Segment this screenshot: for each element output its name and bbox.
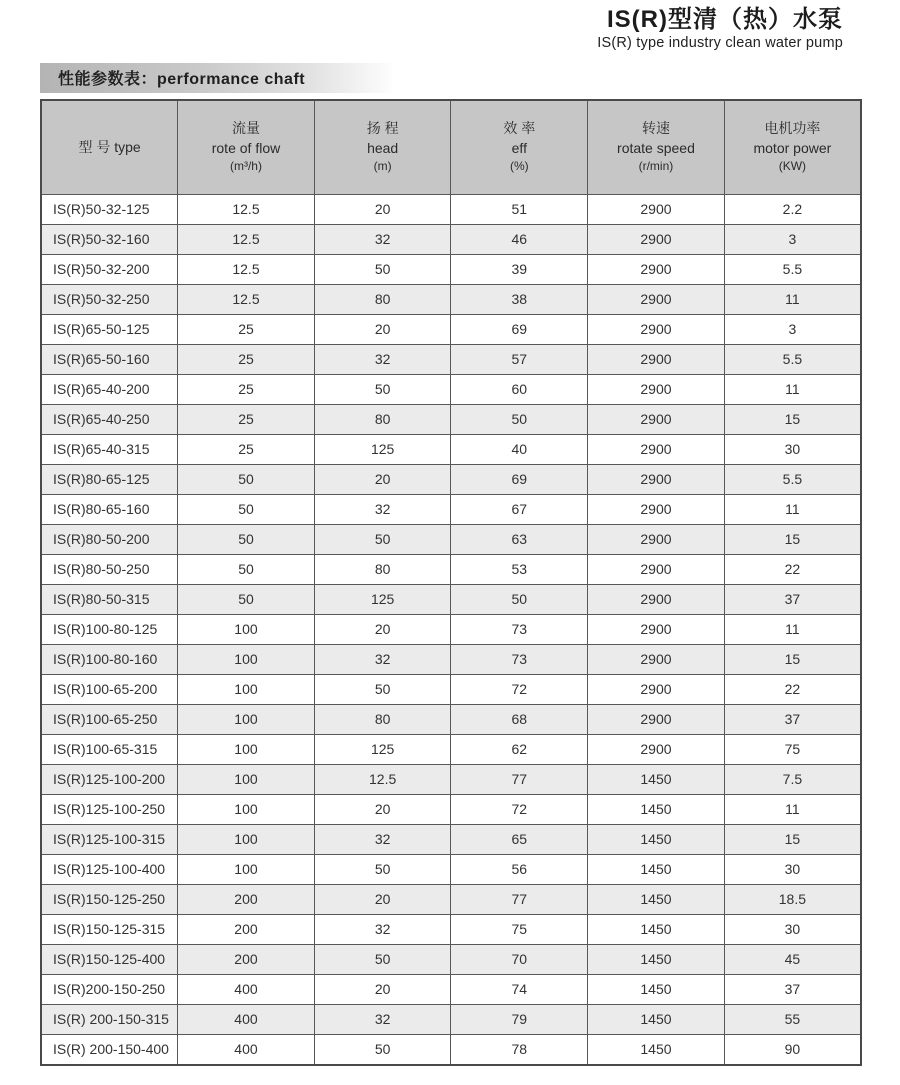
cell-flow: 200 (178, 914, 315, 944)
cell-flow: 100 (178, 764, 315, 794)
cell-type: IS(R)125-100-400 (41, 854, 178, 884)
cell-eff: 73 (451, 644, 588, 674)
cell-flow: 25 (178, 404, 315, 434)
cell-eff: 78 (451, 1034, 588, 1065)
cell-head: 80 (314, 704, 451, 734)
cell-type: IS(R)80-50-200 (41, 524, 178, 554)
table-row (41, 434, 861, 464)
table-row (41, 404, 861, 434)
column-header-speed (588, 100, 725, 195)
cell-eff: 68 (451, 704, 588, 734)
table-row (41, 224, 861, 254)
table-row (41, 674, 861, 704)
cell-speed: 2900 (588, 194, 725, 224)
table-row (41, 764, 861, 794)
cell-head: 20 (314, 884, 451, 914)
cell-head: 50 (314, 524, 451, 554)
table-row (41, 704, 861, 734)
cell-power: 5.5 (724, 254, 861, 284)
cell-power: 3 (724, 314, 861, 344)
cell-flow: 400 (178, 974, 315, 1004)
cell-speed: 2900 (588, 434, 725, 464)
cell-head: 32 (314, 1004, 451, 1034)
column-header-head-zh: 扬 程 (366, 120, 399, 137)
cell-head: 32 (314, 914, 451, 944)
cell-power: 15 (724, 824, 861, 854)
cell-head: 32 (314, 224, 451, 254)
cell-type: IS(R)65-40-200 (41, 374, 178, 404)
cell-type: IS(R)100-65-250 (41, 704, 178, 734)
cell-head: 12.5 (314, 764, 451, 794)
cell-head: 50 (314, 854, 451, 884)
cell-eff: 62 (451, 734, 588, 764)
cell-type: IS(R)80-65-160 (41, 494, 178, 524)
cell-type: IS(R)80-50-315 (41, 584, 178, 614)
cell-power: 37 (724, 704, 861, 734)
cell-type: IS(R)50-32-125 (41, 194, 178, 224)
cell-eff: 77 (451, 884, 588, 914)
cell-head: 32 (314, 644, 451, 674)
cell-head: 20 (314, 314, 451, 344)
cell-speed: 2900 (588, 734, 725, 764)
cell-power: 45 (724, 944, 861, 974)
cell-power: 5.5 (724, 344, 861, 374)
cell-speed: 2900 (588, 644, 725, 674)
cell-speed: 2900 (588, 494, 725, 524)
cell-flow: 50 (178, 494, 315, 524)
cell-flow: 25 (178, 344, 315, 374)
cell-type: IS(R) 200-150-315 (41, 1004, 178, 1034)
cell-type: IS(R)80-65-125 (41, 464, 178, 494)
cell-head: 125 (314, 584, 451, 614)
performance-table (40, 99, 862, 1066)
cell-flow: 400 (178, 1034, 315, 1065)
cell-power: 18.5 (724, 884, 861, 914)
cell-eff: 50 (451, 404, 588, 434)
table-row (41, 374, 861, 404)
table-row (41, 464, 861, 494)
column-header-flow-en: rote of flow (211, 139, 281, 156)
cell-power: 11 (724, 494, 861, 524)
cell-flow: 100 (178, 614, 315, 644)
section-heading: 性能参数表：performance chaft (58, 71, 306, 89)
cell-eff: 69 (451, 464, 588, 494)
cell-eff: 53 (451, 554, 588, 584)
cell-eff: 72 (451, 794, 588, 824)
table-row (41, 344, 861, 374)
cell-type: IS(R)200-150-250 (41, 974, 178, 1004)
cell-eff: 40 (451, 434, 588, 464)
cell-speed: 1450 (588, 1034, 725, 1065)
cell-type: IS(R)100-65-200 (41, 674, 178, 704)
table-row (41, 974, 861, 1004)
cell-power: 15 (724, 644, 861, 674)
cell-type: IS(R)50-32-250 (41, 284, 178, 314)
column-header-power (724, 100, 861, 195)
column-header-head (314, 100, 451, 195)
cell-flow: 200 (178, 884, 315, 914)
cell-head: 50 (314, 674, 451, 704)
cell-speed: 2900 (588, 614, 725, 644)
column-header-power-zh: 电机功率 (764, 120, 821, 137)
cell-eff: 50 (451, 584, 588, 614)
column-header-power-en: motor power (753, 139, 832, 156)
table-row (41, 944, 861, 974)
cell-power: 11 (724, 794, 861, 824)
cell-flow: 50 (178, 524, 315, 554)
column-header-type-zh: 型 号 type (78, 138, 141, 155)
cell-type: IS(R)125-100-315 (41, 824, 178, 854)
table-row (41, 314, 861, 344)
cell-power: 7.5 (724, 764, 861, 794)
cell-head: 50 (314, 374, 451, 404)
cell-type: IS(R)150-125-400 (41, 944, 178, 974)
cell-eff: 57 (451, 344, 588, 374)
cell-speed: 2900 (588, 374, 725, 404)
cell-type: IS(R)125-100-250 (41, 794, 178, 824)
cell-power: 30 (724, 434, 861, 464)
cell-head: 125 (314, 734, 451, 764)
performance-table-body (41, 194, 861, 1065)
cell-power: 37 (724, 974, 861, 1004)
cell-flow: 100 (178, 674, 315, 704)
cell-power: 15 (724, 404, 861, 434)
cell-power: 55 (724, 1004, 861, 1034)
cell-flow: 100 (178, 644, 315, 674)
table-row (41, 914, 861, 944)
table-row (41, 824, 861, 854)
column-header-type (41, 100, 178, 195)
column-header-eff-zh: 效 率 (503, 120, 536, 137)
cell-power: 2.2 (724, 194, 861, 224)
column-header-flow-unit: (m³/h) (229, 159, 262, 174)
cell-type: IS(R)80-50-250 (41, 554, 178, 584)
cell-head: 20 (314, 464, 451, 494)
cell-eff: 69 (451, 314, 588, 344)
cell-type: IS(R)65-50-125 (41, 314, 178, 344)
cell-speed: 2900 (588, 344, 725, 374)
cell-head: 80 (314, 554, 451, 584)
column-header-speed-zh: 转速 (641, 120, 670, 137)
cell-speed: 2900 (588, 704, 725, 734)
cell-speed: 2900 (588, 524, 725, 554)
cell-eff: 79 (451, 1004, 588, 1034)
cell-type: IS(R)125-100-200 (41, 764, 178, 794)
cell-power: 22 (724, 674, 861, 704)
column-header-eff-unit: (%) (509, 159, 529, 174)
cell-head: 125 (314, 434, 451, 464)
column-header-power-unit: (KW) (778, 159, 807, 174)
cell-type: IS(R)65-40-315 (41, 434, 178, 464)
column-header-flow (178, 100, 315, 195)
cell-flow: 100 (178, 854, 315, 884)
column-header-eff (451, 100, 588, 195)
column-header-head-en: head (367, 139, 399, 156)
cell-head: 32 (314, 824, 451, 854)
page-header (40, 6, 843, 51)
table-row (41, 554, 861, 584)
cell-eff: 56 (451, 854, 588, 884)
table-row (41, 614, 861, 644)
cell-speed: 1450 (588, 764, 725, 794)
column-header-speed-en: rotate speed (617, 139, 695, 156)
cell-eff: 72 (451, 674, 588, 704)
column-header-eff-en: eff (511, 139, 527, 156)
cell-type: IS(R)150-125-315 (41, 914, 178, 944)
cell-speed: 1450 (588, 884, 725, 914)
cell-speed: 1450 (588, 914, 725, 944)
cell-speed: 1450 (588, 824, 725, 854)
cell-head: 80 (314, 284, 451, 314)
cell-type: IS(R)65-40-250 (41, 404, 178, 434)
cell-head: 50 (314, 944, 451, 974)
cell-head: 32 (314, 494, 451, 524)
cell-flow: 12.5 (178, 224, 315, 254)
cell-head: 50 (314, 1034, 451, 1065)
cell-flow: 100 (178, 794, 315, 824)
cell-type: IS(R)50-32-160 (41, 224, 178, 254)
cell-flow: 12.5 (178, 194, 315, 224)
cell-eff: 38 (451, 284, 588, 314)
cell-flow: 100 (178, 704, 315, 734)
cell-eff: 73 (451, 614, 588, 644)
table-row (41, 1004, 861, 1034)
table-row (41, 194, 861, 224)
cell-flow: 25 (178, 374, 315, 404)
column-header-speed-unit: (r/min) (638, 159, 674, 174)
cell-eff: 46 (451, 224, 588, 254)
cell-power: 75 (724, 734, 861, 764)
table-row (41, 524, 861, 554)
cell-flow: 50 (178, 584, 315, 614)
cell-type: IS(R)100-80-160 (41, 644, 178, 674)
cell-head: 50 (314, 254, 451, 284)
cell-speed: 2900 (588, 254, 725, 284)
table-row (41, 854, 861, 884)
cell-eff: 67 (451, 494, 588, 524)
cell-speed: 1450 (588, 974, 725, 1004)
cell-power: 11 (724, 614, 861, 644)
cell-power: 30 (724, 914, 861, 944)
cell-speed: 1450 (588, 854, 725, 884)
cell-head: 20 (314, 974, 451, 1004)
cell-flow: 100 (178, 824, 315, 854)
table-row (41, 734, 861, 764)
cell-type: IS(R)100-65-315 (41, 734, 178, 764)
cell-head: 20 (314, 794, 451, 824)
cell-flow: 50 (178, 554, 315, 584)
cell-speed: 1450 (588, 1004, 725, 1034)
table-row (41, 254, 861, 284)
page-title-english: IS(R) type industry clean water pump (597, 34, 843, 51)
cell-eff: 39 (451, 254, 588, 284)
cell-type: IS(R)65-50-160 (41, 344, 178, 374)
cell-head: 32 (314, 344, 451, 374)
cell-power: 37 (724, 584, 861, 614)
cell-flow: 100 (178, 734, 315, 764)
cell-type: IS(R)150-125-250 (41, 884, 178, 914)
cell-speed: 2900 (588, 584, 725, 614)
cell-speed: 2900 (588, 284, 725, 314)
cell-eff: 74 (451, 974, 588, 1004)
cell-power: 11 (724, 374, 861, 404)
cell-flow: 400 (178, 1004, 315, 1034)
cell-speed: 1450 (588, 944, 725, 974)
section-heading-bar (40, 63, 392, 93)
cell-eff: 75 (451, 914, 588, 944)
header-row (41, 100, 861, 195)
cell-eff: 51 (451, 194, 588, 224)
cell-power: 5.5 (724, 464, 861, 494)
table-row (41, 1034, 861, 1065)
table-row (41, 584, 861, 614)
cell-eff: 70 (451, 944, 588, 974)
cell-head: 80 (314, 404, 451, 434)
cell-power: 30 (724, 854, 861, 884)
cell-power: 22 (724, 554, 861, 584)
table-row (41, 884, 861, 914)
cell-speed: 2900 (588, 314, 725, 344)
cell-head: 20 (314, 194, 451, 224)
column-header-flow-zh: 流量 (231, 120, 260, 137)
cell-power: 11 (724, 284, 861, 314)
cell-flow: 25 (178, 434, 315, 464)
table-row (41, 644, 861, 674)
performance-table-head (41, 100, 861, 195)
cell-speed: 2900 (588, 404, 725, 434)
cell-power: 3 (724, 224, 861, 254)
cell-type: IS(R)100-80-125 (41, 614, 178, 644)
cell-flow: 200 (178, 944, 315, 974)
page-title-chinese: IS(R)型清（热）水泵 (607, 6, 843, 33)
cell-eff: 77 (451, 764, 588, 794)
cell-flow: 25 (178, 314, 315, 344)
cell-eff: 60 (451, 374, 588, 404)
cell-speed: 2900 (588, 674, 725, 704)
cell-eff: 63 (451, 524, 588, 554)
table-row (41, 284, 861, 314)
cell-flow: 12.5 (178, 254, 315, 284)
column-header-head-unit: (m) (373, 159, 392, 174)
cell-type: IS(R)50-32-200 (41, 254, 178, 284)
table-row (41, 794, 861, 824)
cell-eff: 65 (451, 824, 588, 854)
cell-flow: 50 (178, 464, 315, 494)
cell-speed: 2900 (588, 224, 725, 254)
cell-flow: 12.5 (178, 284, 315, 314)
cell-type: IS(R) 200-150-400 (41, 1034, 178, 1065)
cell-speed: 1450 (588, 794, 725, 824)
table-row (41, 494, 861, 524)
cell-speed: 2900 (588, 464, 725, 494)
cell-power: 90 (724, 1034, 861, 1065)
cell-head: 20 (314, 614, 451, 644)
cell-speed: 2900 (588, 554, 725, 584)
cell-power: 15 (724, 524, 861, 554)
